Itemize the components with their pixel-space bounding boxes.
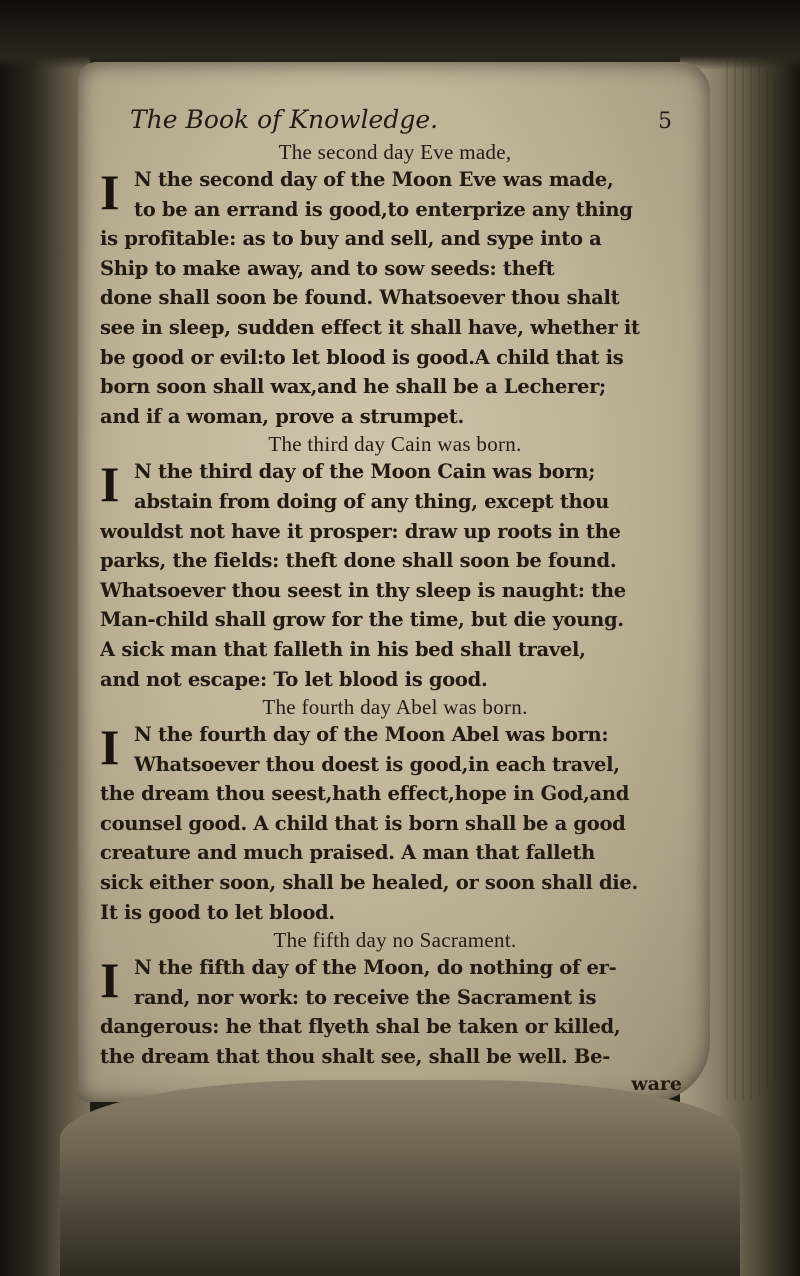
page-bottom-curl: [60, 1080, 740, 1276]
catchword: ware: [631, 1072, 682, 1095]
page-text: [100, 105, 690, 1096]
top-shadow: [0, 0, 800, 70]
text-line: see in sleep, sudden effect it shall have, whether it: [100, 315, 640, 339]
section-heading-third-day: The third day Cain was born.: [268, 432, 522, 457]
text-line: N the fourth day of the Moon Abel was born:: [134, 723, 609, 747]
text-line: rand, nor work: to receive the Sacrament is: [134, 985, 597, 1009]
text-line: the dream that thou shalt see, shall be well. Be-: [100, 1045, 610, 1069]
text-line: to be an errand is good,to enterprize any thing: [134, 197, 633, 221]
section-body-second-day: [100, 165, 690, 431]
section-body-fifth-day: [100, 953, 690, 1071]
section-heading-fourth-day: The fourth day Abel was born.: [262, 695, 528, 720]
drop-cap: I: [100, 456, 120, 513]
text-line: and if a woman, prove a strumpet.: [100, 404, 464, 428]
text-line: born soon shall wax,and he shall be a Lecherer;: [100, 375, 606, 399]
text-line: Whatsoever thou seest in thy sleep is naught: the: [100, 578, 626, 602]
text-line: Whatsoever thou doest is good,in each travel,: [134, 752, 620, 776]
drop-cap: I: [100, 952, 120, 1009]
text-line: parks, the fields: theft done shall soon be found.: [100, 549, 617, 573]
text-line: It is good to let blood.: [100, 900, 335, 924]
text-line: creature and much praised. A man that falleth: [100, 841, 595, 865]
section-heading-fifth-day: The fifth day no Sacrament.: [273, 928, 517, 953]
text-line: done shall soon be found. Whatsoever thou shalt: [100, 286, 620, 310]
section-heading-second-day: The second day Eve made,: [278, 140, 512, 164]
text-line: be good or evil:to let blood is good.A child that is: [100, 345, 624, 369]
text-line: N the third day of the Moon Cain was born;: [134, 460, 596, 484]
text-line: wouldst not have it prosper: draw up roots in the: [100, 519, 621, 543]
text-line: the dream thou seest,hath effect,hope in God,and: [100, 782, 630, 806]
text-line: counsel good. A child that is born shall be a good: [100, 811, 626, 835]
running-title: The Book of Knowledge.: [130, 105, 439, 134]
text-line: and not escape: To let blood is good.: [100, 667, 488, 691]
text-line: N the fifth day of the Moon, do nothing of er-: [134, 956, 617, 980]
page-stack-lines: [720, 60, 780, 1100]
left-page-edge: [0, 0, 90, 1276]
text-line: N the second day of the Moon Eve was made,: [134, 168, 614, 191]
text-line: is profitable: as to buy and sell, and sype into a: [100, 227, 602, 251]
text-line: A sick man that falleth in his bed shall travel,: [100, 637, 586, 661]
running-header: [100, 105, 690, 139]
text-line: abstain from doing of any thing, except thou: [134, 489, 610, 513]
text-line: sick either soon, shall be healed, or soon shall die.: [100, 871, 639, 895]
drop-cap: I: [100, 164, 120, 220]
section-body-third-day: [100, 457, 690, 694]
section-body-fourth-day: [100, 720, 690, 927]
text-line: dangerous: he that flyeth shal be taken or killed,: [100, 1015, 621, 1039]
text-line: Man-child shall grow for the time, but die young.: [100, 608, 624, 632]
drop-cap: I: [100, 719, 120, 776]
page-number: 5: [658, 109, 672, 134]
text-line: Ship to make away, and to sow seeds: theft: [100, 256, 555, 280]
